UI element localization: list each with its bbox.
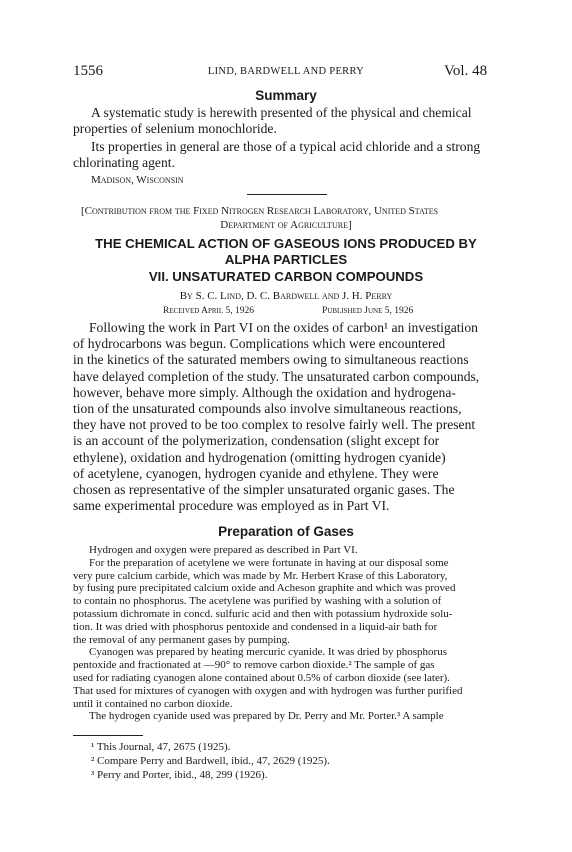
preparation-line: until it contained no carbon dioxide. xyxy=(73,697,233,710)
preparation-line: The hydrogen cyanide used was prepared by Dr. Perry and Mr. Porter.³ A sample xyxy=(89,710,444,723)
summary-line: A systematic study is herewith presented of the physical and chemical xyxy=(91,105,472,120)
preparation-line: pentoxide and fractionated at —90° to remove carbon dioxide.² The sample of gas xyxy=(73,659,435,672)
running-head-authors: LIND, BARDWELL AND PERRY xyxy=(207,66,365,77)
summary-line: properties of selenium monochloride. xyxy=(73,121,277,136)
contribution-line: Department of Agriculture] xyxy=(220,219,352,231)
summary-heading: Summary xyxy=(255,88,317,103)
received-date: Received April 5, 1926 xyxy=(163,306,255,316)
intro-line: tion of the unsaturated compounds also involve simultaneous reactions, xyxy=(73,401,462,417)
author-location: Madison, Wisconsin xyxy=(91,174,184,186)
footnote: ¹ This Journal, 47, 2675 (1925). xyxy=(91,741,231,753)
summary-line: chlorinating agent. xyxy=(73,155,175,170)
intro-line: Following the work in Part VI on the oxides of carbon¹ an investigation xyxy=(89,320,478,335)
preparation-line: the removal of any permanent gases by pumping. xyxy=(73,633,290,646)
article-title-line: ALPHA PARTICLES xyxy=(224,252,348,267)
preparation-line: Cyanogen was prepared by heating mercuric cyanide. It was dried by phosphorus xyxy=(89,646,447,659)
section-divider xyxy=(247,194,327,195)
intro-line: chosen as representative of the simpler unsaturated organic gases. The xyxy=(73,482,455,498)
page-number: 1556 xyxy=(73,63,103,79)
preparation-line: tion. It was dried with phosphorus pentoxide and condensed in a liquid-air bath for xyxy=(73,620,438,633)
contribution-line: [Contribution from the Fixed Nitrogen Research Laboratory, United States xyxy=(81,205,439,217)
intro-line: they have not proved to be too complex to resolve fairly well. The present xyxy=(73,417,476,433)
intro-line: of hydrocarbons was begun. Complications which were encountered xyxy=(73,336,446,352)
preparation-line: by fusing pure precipitated calcium oxide and Acheson graphite and which was proved xyxy=(73,582,456,595)
article-title-line: THE CHEMICAL ACTION OF GASEOUS IONS PRODUCED BY xyxy=(95,236,477,251)
preparation-line: to contain no phosphorus. The acetylene was purified by washing with a solution of xyxy=(73,595,442,608)
footnote: ² Compare Perry and Bardwell, ibid., 47, 2629 (1925). xyxy=(91,755,330,767)
footnote-rule xyxy=(73,735,143,736)
preparation-line: potassium dichromate in concd. sulfuric acid and then with potassium hydroxide solu- xyxy=(73,607,453,620)
preparation-line: used for radiating cyanogen alone contained about 0.5% of carbon dioxide (see later). xyxy=(73,671,450,684)
intro-line: of acetylene, cyanogen, hydrogen cyanide and ethylene. They were xyxy=(73,465,439,481)
intro-line: is an account of the polymerization, condensation (slight except for xyxy=(73,433,440,449)
volume-label: Vol. 48 xyxy=(444,63,488,79)
intro-line: in the kinetics of the saturated members owing to simultaneous reactions xyxy=(73,352,469,368)
preparation-line: That used for mixtures of cyanogen with oxygen and with hydrogen was further purified xyxy=(73,684,463,697)
intro-line: however, behave more simply. Although the oxidation and hydrogena- xyxy=(73,384,456,400)
preparation-line: Hydrogen and oxygen were prepared as described in Part VI. xyxy=(89,544,358,556)
preparation-line: very pure calcium carbide, which was made by Mr. Herbert Krase of this Laboratory, xyxy=(73,569,448,582)
published-date: Published June 5, 1926 xyxy=(322,306,414,316)
intro-line: same experimental procedure was employed as in Part VI. xyxy=(73,498,390,514)
summary-line: Its properties in general are those of a typical acid chloride and a strong xyxy=(91,139,481,154)
preparation-line: For the preparation of acetylene we were fortunate in having at our disposal some xyxy=(89,556,449,569)
footnote: ³ Perry and Porter, ibid., 48, 299 (1926). xyxy=(91,769,268,781)
preparation-heading: Preparation of Gases xyxy=(218,524,354,539)
intro-line: ethylene), oxidation and hydrogenation (omitting hydrogen cyanide) xyxy=(73,449,446,465)
article-authors: By S. C. Lind, D. C. Bardwell and J. H. Perry xyxy=(179,290,393,302)
article-subtitle: VII. UNSATURATED CARBON COMPOUNDS xyxy=(148,269,424,284)
preparation-paragraph xyxy=(73,544,501,723)
intro-line: have delayed completion of the study. The unsaturated carbon compounds, xyxy=(73,368,480,384)
intro-paragraph xyxy=(73,320,501,514)
